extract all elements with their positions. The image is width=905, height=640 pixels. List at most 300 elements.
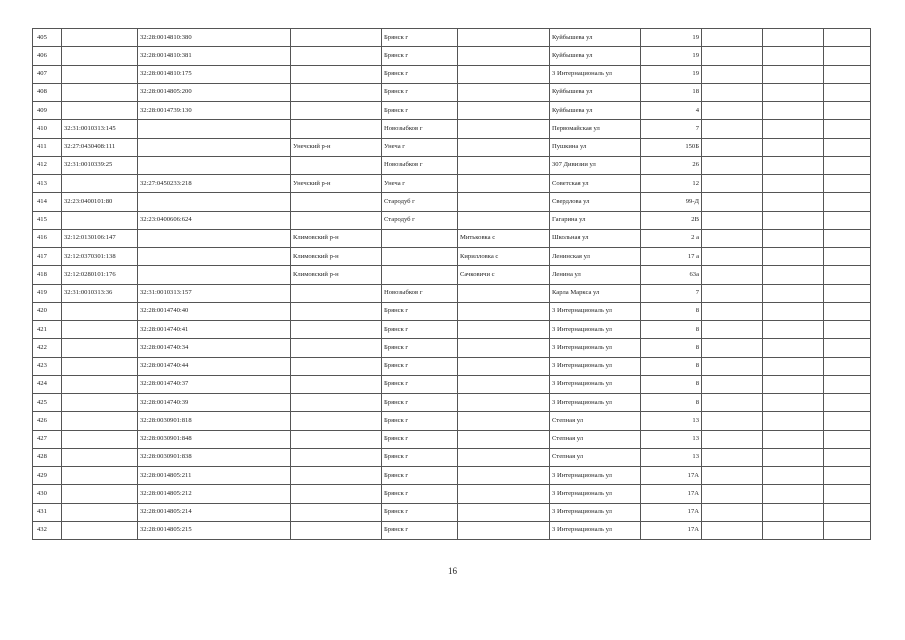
district-cell: [291, 412, 382, 430]
empty-cell: [763, 229, 824, 247]
house-number-cell: 19: [641, 47, 702, 65]
row-number-cell: 405: [33, 29, 62, 47]
table-row: [33, 321, 871, 339]
house-number-cell: 8: [641, 394, 702, 412]
settlement-cell: [458, 448, 550, 466]
city-cell: Брянск г: [382, 375, 458, 393]
empty-cell: [702, 102, 763, 120]
empty-cell: [702, 284, 763, 302]
empty-cell: [702, 29, 763, 47]
settlement-cell: [458, 339, 550, 357]
table-row: [33, 102, 871, 120]
city-cell: Брянск г: [382, 65, 458, 83]
table-row: [33, 47, 871, 65]
settlement-cell: Кирилловка с: [458, 248, 550, 266]
empty-cell: [824, 156, 871, 174]
city-cell: [382, 229, 458, 247]
house-number-cell: 13: [641, 430, 702, 448]
city-cell: Новозыбков г: [382, 156, 458, 174]
settlement-cell: [458, 284, 550, 302]
table-body: [33, 29, 871, 540]
table-row: [33, 430, 871, 448]
building-cadastral-number-cell: 32:28:0030901:838: [138, 448, 291, 466]
table-row: [33, 302, 871, 320]
row-number-cell: 408: [33, 83, 62, 101]
building-cadastral-number-cell: [138, 120, 291, 138]
row-number-cell: 407: [33, 65, 62, 83]
empty-cell: [824, 412, 871, 430]
city-cell: Брянск г: [382, 83, 458, 101]
empty-cell: [763, 29, 824, 47]
house-number-cell: 17А: [641, 521, 702, 539]
city-cell: Унеча г: [382, 175, 458, 193]
row-number-cell: 415: [33, 211, 62, 229]
building-cadastral-number-cell: 32:31:0010313:157: [138, 284, 291, 302]
empty-cell: [702, 412, 763, 430]
district-cell: [291, 375, 382, 393]
empty-cell: [824, 503, 871, 521]
table-row: [33, 467, 871, 485]
building-cadastral-number-cell: 32:23:0400606:624: [138, 211, 291, 229]
building-cadastral-number-cell: 32:28:0014740:37: [138, 375, 291, 393]
building-cadastral-number-cell: [138, 248, 291, 266]
empty-cell: [763, 448, 824, 466]
district-cell: [291, 448, 382, 466]
empty-cell: [763, 467, 824, 485]
district-cell: [291, 211, 382, 229]
table-row: [33, 83, 871, 101]
empty-cell: [763, 357, 824, 375]
table-row: [33, 138, 871, 156]
house-number-cell: 99-Д: [641, 193, 702, 211]
empty-cell: [824, 394, 871, 412]
empty-cell: [702, 394, 763, 412]
settlement-cell: [458, 47, 550, 65]
table-row: [33, 156, 871, 174]
empty-cell: [763, 102, 824, 120]
district-cell: Климовский р-н: [291, 248, 382, 266]
empty-cell: [702, 83, 763, 101]
street-cell: Советская ул: [550, 175, 641, 193]
table-row: [33, 503, 871, 521]
district-cell: [291, 156, 382, 174]
building-cadastral-number-cell: [138, 156, 291, 174]
city-cell: Брянск г: [382, 412, 458, 430]
street-cell: Куйбышева ул: [550, 102, 641, 120]
building-cadastral-number-cell: 32:28:0014810:381: [138, 47, 291, 65]
street-cell: 3 Интернациональ ул: [550, 321, 641, 339]
city-cell: Брянск г: [382, 102, 458, 120]
cadastral-number-cell: 32:23:0400101:80: [62, 193, 138, 211]
empty-cell: [702, 138, 763, 156]
street-cell: 3 Интернациональ ул: [550, 65, 641, 83]
settlement-cell: [458, 156, 550, 174]
cadastral-number-cell: 32:27:0430408:111: [62, 138, 138, 156]
house-number-cell: 8: [641, 339, 702, 357]
building-cadastral-number-cell: [138, 138, 291, 156]
settlement-cell: [458, 394, 550, 412]
settlement-cell: [458, 102, 550, 120]
row-number-cell: 417: [33, 248, 62, 266]
empty-cell: [824, 248, 871, 266]
settlement-cell: [458, 211, 550, 229]
row-number-cell: 419: [33, 284, 62, 302]
district-cell: Унечский р-н: [291, 175, 382, 193]
settlement-cell: [458, 467, 550, 485]
table-row: [33, 248, 871, 266]
empty-cell: [763, 521, 824, 539]
empty-cell: [763, 321, 824, 339]
district-cell: [291, 467, 382, 485]
row-number-cell: 429: [33, 467, 62, 485]
street-cell: Первомайская ул: [550, 120, 641, 138]
empty-cell: [702, 467, 763, 485]
cadastral-number-cell: [62, 521, 138, 539]
building-cadastral-number-cell: [138, 266, 291, 284]
empty-cell: [763, 193, 824, 211]
empty-cell: [824, 448, 871, 466]
city-cell: Брянск г: [382, 321, 458, 339]
building-cadastral-number-cell: 32:28:0014805:211: [138, 467, 291, 485]
building-cadastral-number-cell: 32:28:0014740:40: [138, 302, 291, 320]
cadastral-number-cell: [62, 394, 138, 412]
row-number-cell: 409: [33, 102, 62, 120]
table-row: [33, 29, 871, 47]
table-row: [33, 375, 871, 393]
cadastral-number-cell: 32:31:0010313:145: [62, 120, 138, 138]
city-cell: Брянск г: [382, 47, 458, 65]
district-cell: [291, 120, 382, 138]
empty-cell: [702, 339, 763, 357]
settlement-cell: [458, 503, 550, 521]
row-number-cell: 432: [33, 521, 62, 539]
cadastral-number-cell: [62, 503, 138, 521]
table-row: [33, 339, 871, 357]
empty-cell: [824, 83, 871, 101]
house-number-cell: 7: [641, 120, 702, 138]
district-cell: [291, 321, 382, 339]
empty-cell: [824, 47, 871, 65]
cadastral-number-cell: [62, 321, 138, 339]
empty-cell: [702, 375, 763, 393]
row-number-cell: 430: [33, 485, 62, 503]
cadastral-number-cell: 32:12:0130106:147: [62, 229, 138, 247]
street-cell: Карла Маркса ул: [550, 284, 641, 302]
row-number-cell: 413: [33, 175, 62, 193]
row-number-cell: 414: [33, 193, 62, 211]
street-cell: Куйбышева ул: [550, 83, 641, 101]
street-cell: 3 Интернациональ ул: [550, 467, 641, 485]
house-number-cell: 150Б: [641, 138, 702, 156]
empty-cell: [824, 321, 871, 339]
row-number-cell: 425: [33, 394, 62, 412]
settlement-cell: [458, 485, 550, 503]
cadastral-number-cell: 32:31:0010313:36: [62, 284, 138, 302]
empty-cell: [824, 175, 871, 193]
empty-cell: [702, 211, 763, 229]
cadastral-number-cell: [62, 83, 138, 101]
empty-cell: [824, 229, 871, 247]
district-cell: [291, 521, 382, 539]
empty-cell: [702, 266, 763, 284]
empty-cell: [824, 193, 871, 211]
street-cell: Куйбышева ул: [550, 47, 641, 65]
empty-cell: [824, 138, 871, 156]
street-cell: Свердлова ул: [550, 193, 641, 211]
house-number-cell: 8: [641, 357, 702, 375]
row-number-cell: 422: [33, 339, 62, 357]
house-number-cell: 12: [641, 175, 702, 193]
city-cell: Унеча г: [382, 138, 458, 156]
row-number-cell: 428: [33, 448, 62, 466]
city-cell: Брянск г: [382, 430, 458, 448]
empty-cell: [702, 175, 763, 193]
city-cell: Брянск г: [382, 521, 458, 539]
table-row: [33, 65, 871, 83]
street-cell: Ленинская ул: [550, 248, 641, 266]
building-cadastral-number-cell: 32:28:0014739:130: [138, 102, 291, 120]
table-row: [33, 357, 871, 375]
settlement-cell: [458, 357, 550, 375]
district-cell: [291, 29, 382, 47]
empty-cell: [824, 467, 871, 485]
district-cell: [291, 302, 382, 320]
cadastral-number-cell: [62, 339, 138, 357]
cadastral-number-cell: [62, 47, 138, 65]
cadastral-number-cell: [62, 485, 138, 503]
empty-cell: [763, 138, 824, 156]
empty-cell: [824, 65, 871, 83]
city-cell: Стародуб г: [382, 193, 458, 211]
empty-cell: [824, 302, 871, 320]
empty-cell: [702, 65, 763, 83]
empty-cell: [824, 375, 871, 393]
street-cell: 3 Интернациональ ул: [550, 302, 641, 320]
empty-cell: [763, 394, 824, 412]
row-number-cell: 418: [33, 266, 62, 284]
row-number-cell: 431: [33, 503, 62, 521]
settlement-cell: [458, 521, 550, 539]
cadastral-number-cell: [62, 175, 138, 193]
settlement-cell: [458, 83, 550, 101]
house-number-cell: 63а: [641, 266, 702, 284]
row-number-cell: 421: [33, 321, 62, 339]
district-cell: [291, 394, 382, 412]
table-row: [33, 521, 871, 539]
house-number-cell: 13: [641, 448, 702, 466]
table-row: [33, 193, 871, 211]
city-cell: Брянск г: [382, 339, 458, 357]
empty-cell: [824, 266, 871, 284]
street-cell: Степная ул: [550, 448, 641, 466]
house-number-cell: 19: [641, 65, 702, 83]
table-row: [33, 266, 871, 284]
cadastral-number-cell: [62, 430, 138, 448]
row-number-cell: 420: [33, 302, 62, 320]
empty-cell: [824, 29, 871, 47]
empty-cell: [763, 339, 824, 357]
street-cell: 3 Интернациональ ул: [550, 394, 641, 412]
empty-cell: [702, 448, 763, 466]
street-cell: 307 Дивизии ул: [550, 156, 641, 174]
city-cell: Брянск г: [382, 394, 458, 412]
house-number-cell: 8: [641, 321, 702, 339]
building-cadastral-number-cell: 32:28:0014805:215: [138, 521, 291, 539]
empty-cell: [824, 430, 871, 448]
empty-cell: [702, 248, 763, 266]
district-cell: [291, 485, 382, 503]
empty-cell: [763, 284, 824, 302]
building-cadastral-number-cell: 32:28:0014740:39: [138, 394, 291, 412]
district-cell: Климовский р-н: [291, 266, 382, 284]
table-row: [33, 412, 871, 430]
cadastral-number-cell: [62, 65, 138, 83]
cadastral-number-cell: 32:12:0370301:138: [62, 248, 138, 266]
register-table-container: [32, 28, 871, 540]
city-cell: Новозыбков г: [382, 284, 458, 302]
district-cell: [291, 102, 382, 120]
cadastral-number-cell: [62, 467, 138, 485]
house-number-cell: 2 а: [641, 229, 702, 247]
cadastral-number-cell: [62, 211, 138, 229]
settlement-cell: [458, 120, 550, 138]
house-number-cell: 17 а: [641, 248, 702, 266]
table-row: [33, 394, 871, 412]
empty-cell: [702, 485, 763, 503]
row-number-cell: 416: [33, 229, 62, 247]
settlement-cell: [458, 193, 550, 211]
street-cell: 3 Интернациональ ул: [550, 521, 641, 539]
empty-cell: [824, 120, 871, 138]
district-cell: [291, 284, 382, 302]
empty-cell: [824, 284, 871, 302]
settlement-cell: Митьковка с: [458, 229, 550, 247]
street-cell: Куйбышева ул: [550, 29, 641, 47]
empty-cell: [763, 485, 824, 503]
empty-cell: [702, 302, 763, 320]
house-number-cell: 4: [641, 102, 702, 120]
building-cadastral-number-cell: [138, 193, 291, 211]
empty-cell: [702, 357, 763, 375]
settlement-cell: [458, 321, 550, 339]
empty-cell: [763, 83, 824, 101]
empty-cell: [824, 521, 871, 539]
cadastral-number-cell: [62, 412, 138, 430]
city-cell: Брянск г: [382, 302, 458, 320]
empty-cell: [763, 120, 824, 138]
city-cell: Стародуб г: [382, 211, 458, 229]
house-number-cell: 26: [641, 156, 702, 174]
empty-cell: [763, 375, 824, 393]
empty-cell: [763, 248, 824, 266]
settlement-cell: [458, 175, 550, 193]
empty-cell: [702, 120, 763, 138]
city-cell: Брянск г: [382, 29, 458, 47]
empty-cell: [763, 47, 824, 65]
house-number-cell: 17А: [641, 485, 702, 503]
district-cell: [291, 193, 382, 211]
street-cell: Степная ул: [550, 430, 641, 448]
cadastral-number-cell: [62, 102, 138, 120]
building-cadastral-number-cell: 32:28:0014810:380: [138, 29, 291, 47]
table-row: [33, 284, 871, 302]
settlement-cell: [458, 412, 550, 430]
row-number-cell: 411: [33, 138, 62, 156]
cadastral-number-cell: [62, 357, 138, 375]
empty-cell: [824, 485, 871, 503]
house-number-cell: 8: [641, 375, 702, 393]
house-number-cell: 19: [641, 29, 702, 47]
table-row: [33, 229, 871, 247]
empty-cell: [702, 47, 763, 65]
district-cell: [291, 65, 382, 83]
row-number-cell: 423: [33, 357, 62, 375]
cadastral-number-cell: 32:12:0280101:176: [62, 266, 138, 284]
empty-cell: [763, 65, 824, 83]
house-number-cell: 13: [641, 412, 702, 430]
city-cell: Брянск г: [382, 448, 458, 466]
city-cell: Брянск г: [382, 503, 458, 521]
table-row: [33, 211, 871, 229]
empty-cell: [824, 211, 871, 229]
settlement-cell: [458, 302, 550, 320]
empty-cell: [824, 102, 871, 120]
house-number-cell: 7: [641, 284, 702, 302]
table-row: [33, 175, 871, 193]
district-cell: Климовский р-н: [291, 229, 382, 247]
cadastral-number-cell: [62, 375, 138, 393]
district-cell: [291, 47, 382, 65]
street-cell: Степная ул: [550, 412, 641, 430]
district-cell: [291, 430, 382, 448]
empty-cell: [763, 175, 824, 193]
empty-cell: [763, 266, 824, 284]
street-cell: Школьная ул: [550, 229, 641, 247]
district-cell: [291, 503, 382, 521]
house-number-cell: 8: [641, 302, 702, 320]
table-row: [33, 120, 871, 138]
street-cell: 3 Интернациональ ул: [550, 503, 641, 521]
building-cadastral-number-cell: [138, 229, 291, 247]
house-number-cell: 17А: [641, 467, 702, 485]
building-cadastral-number-cell: 32:28:0014740:41: [138, 321, 291, 339]
building-cadastral-number-cell: 32:28:0014810:175: [138, 65, 291, 83]
row-number-cell: 427: [33, 430, 62, 448]
building-cadastral-number-cell: 32:28:0014805:212: [138, 485, 291, 503]
city-cell: Брянск г: [382, 467, 458, 485]
district-cell: [291, 357, 382, 375]
empty-cell: [824, 339, 871, 357]
district-cell: [291, 339, 382, 357]
empty-cell: [763, 430, 824, 448]
empty-cell: [763, 503, 824, 521]
building-cadastral-number-cell: 32:28:0014740:44: [138, 357, 291, 375]
building-cadastral-number-cell: 32:28:0014805:214: [138, 503, 291, 521]
settlement-cell: Сачковичи с: [458, 266, 550, 284]
city-cell: Новозыбков г: [382, 120, 458, 138]
empty-cell: [702, 521, 763, 539]
cadastral-number-cell: [62, 29, 138, 47]
settlement-cell: [458, 430, 550, 448]
house-number-cell: 17А: [641, 503, 702, 521]
empty-cell: [763, 302, 824, 320]
street-cell: Ленина ул: [550, 266, 641, 284]
building-cadastral-number-cell: 32:28:0030901:848: [138, 430, 291, 448]
empty-cell: [702, 430, 763, 448]
street-cell: 3 Интернациональ ул: [550, 339, 641, 357]
empty-cell: [763, 156, 824, 174]
building-cadastral-number-cell: 32:28:0014740:34: [138, 339, 291, 357]
